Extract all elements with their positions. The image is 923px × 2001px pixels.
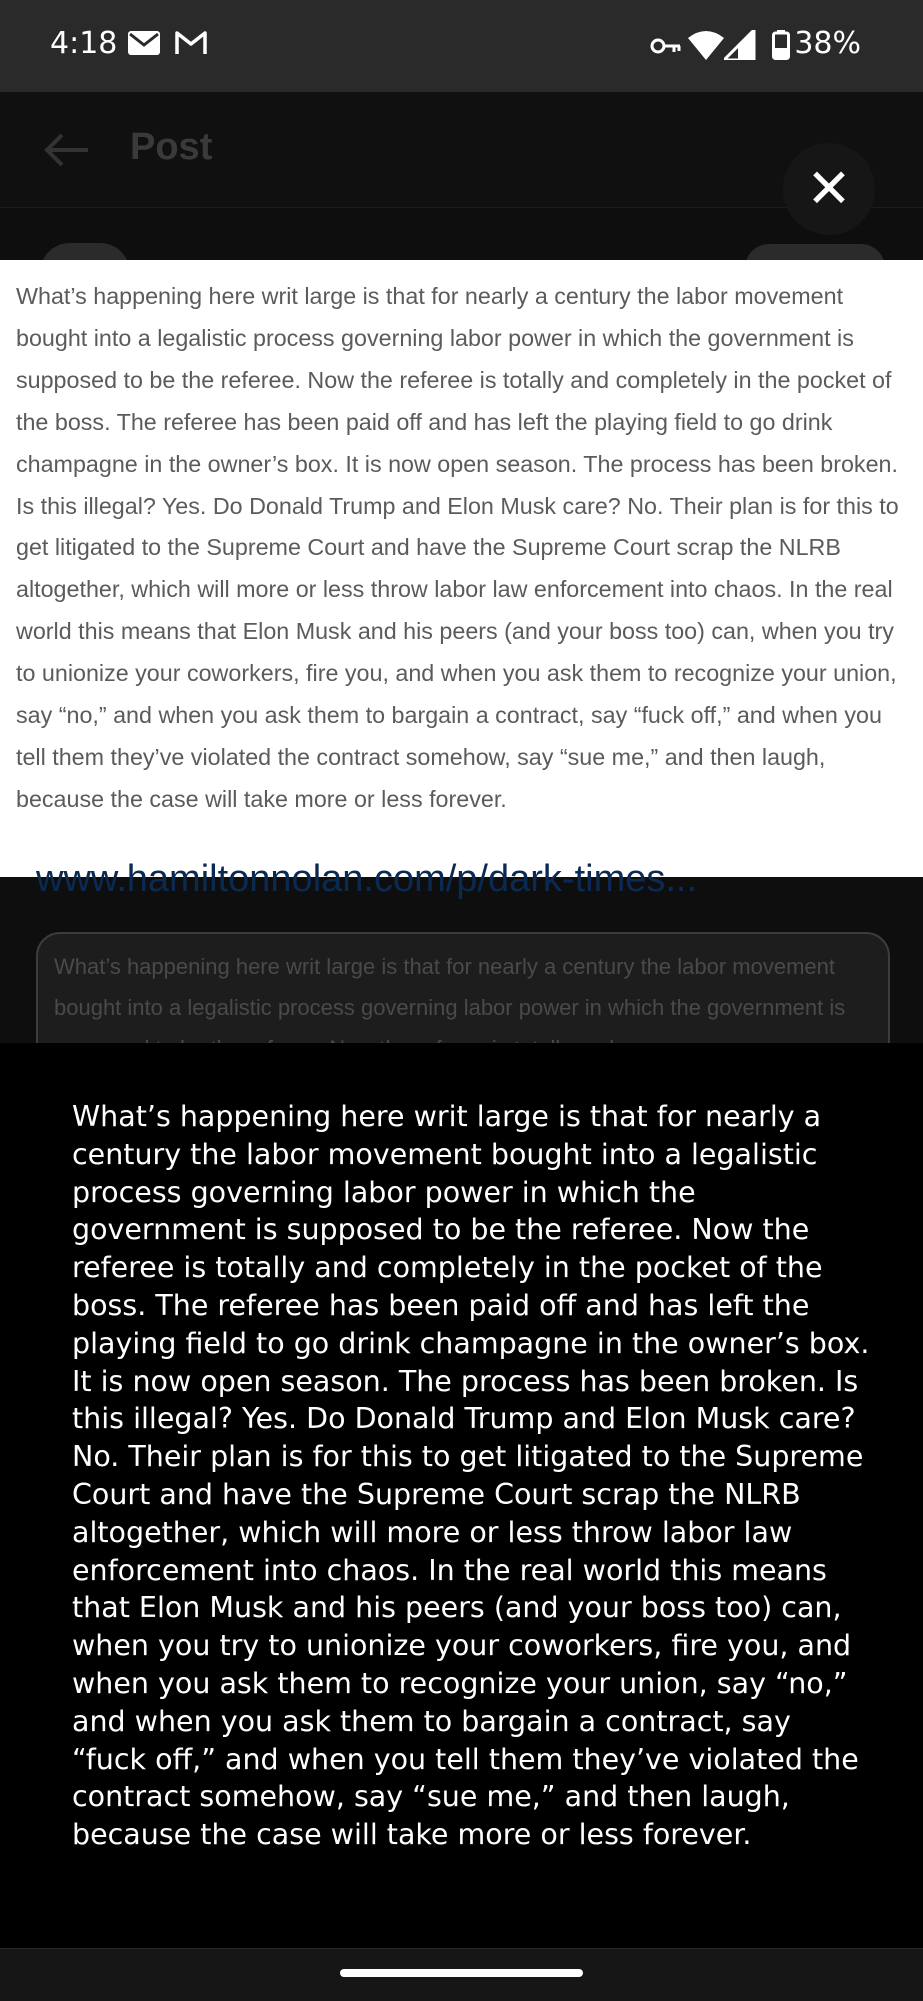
close-button[interactable]: ✕ (783, 143, 875, 235)
quote-text: What’s happening here writ large is that for nearly a century the labor movement bought into a legalistic process governing labor power in which the government is supposed to be the referee. Now the referee is totally and completely in the pocket of the boss. The referee has been paid off and has left the playing field to go drink champagne in the owner’s box. It is now open season. The process has been broken. Is this illegal? Yes. Do Donald Trump and Elon Musk care? No. Their plan is for this to get litigated to the Supreme Court and have the Supreme Court scrap the NLRB altogether, which will more or less throw labor law enforcement into chaos. In the real world this means that Elon Musk and his peers (and your boss too) can, when you try to unionize your coworkers, fire you, and when you ask them to recognize your union, say “no,” and when you ask them to bargain a contract, say “fuck off,” and when you tell them they’ve violated the contract somehow, say “sue me,” and then laugh, because the case will take more or less forever. (16, 283, 899, 812)
wifi-icon (688, 30, 724, 65)
link-preview-text: What’s happening here writ large is that for nearly a century the labor movement bought into a legalistic process governing labor power in which the government is (54, 954, 846, 1020)
battery-percent: 38% (794, 26, 861, 61)
alt-text-panel (0, 1043, 923, 1948)
status-time: 4:18 (50, 26, 118, 61)
battery-icon (772, 30, 790, 65)
back-arrow-icon[interactable] (44, 132, 90, 173)
home-handle[interactable] (340, 1969, 583, 1977)
gmail-icon (127, 30, 161, 61)
article-link: www.hamiltonnolan.com/p/dark-times... (36, 858, 698, 900)
app-bar-title: Post (130, 126, 213, 168)
cell-signal-icon (724, 30, 756, 65)
vpn-key-icon (650, 36, 682, 61)
system-nav-bar (0, 1948, 923, 2001)
alt-text: What’s happening here writ large is that for nearly a century the labor movement bought into a legalistic process governing labor power in which the government is supposed to be the referee. Now the referee is totally and completely in the pocket of the boss. The referee has been paid off and has left the playing field to go drink champagne in the owner’s box. It is now open season. The process has been broken. Is this illegal? Yes. Do Donald Trump and Elon Musk care? No. Their plan is for this to get litigated to the Supreme Court and have the Supreme Court scrap the NLRB altogether, which will more or less throw labor law enforcement into chaos. In the real world this means that Elon Musk and his peers (and your boss too) can, when you try to unionize your coworkers, fire you, and when you ask them to recognize your union, say “no,” and when you ask them to bargain a contract, say “fuck off,” and when you tell them they’ve violated the contract somehow, say “sue me,” and then laugh, because the case will take more or less forever. (72, 1100, 870, 1852)
status-bar (0, 0, 923, 92)
quote-image (0, 260, 923, 877)
gmail-outline-icon (174, 30, 208, 61)
